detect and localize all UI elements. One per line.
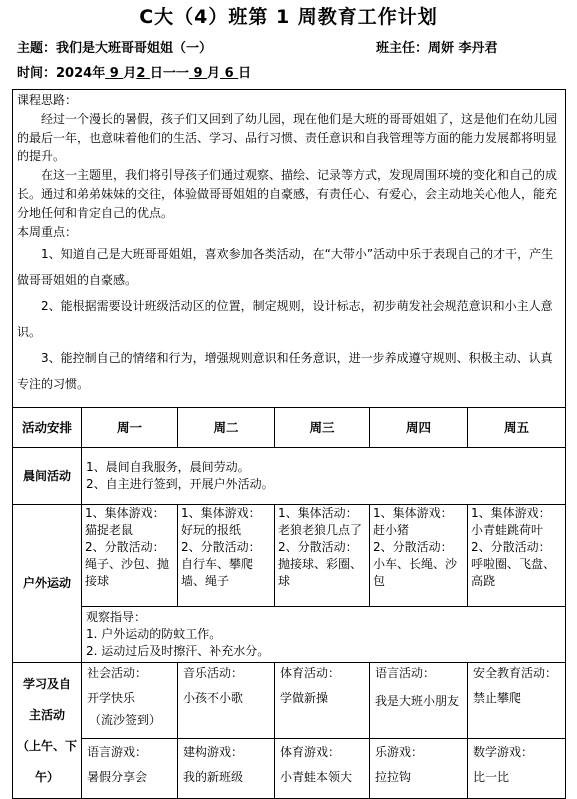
outdoor-thu: 1、集体游戏：赶小猪 2、分散活动：小车、长绳、沙包 <box>370 505 468 607</box>
header-thu: 周四 <box>370 408 468 448</box>
course-idea-p1: 经过一个漫长的暑假，孩子们又回到了幼儿园，现在他们是大班的哥哥姐姐了，这是他们在幼儿园的最后一年，也意味着他们的生活、学习、品行习惯、责任意识和自我管理等方面的能力发展都将明显的提升。 <box>17 111 558 164</box>
teacher-line <box>376 37 498 56</box>
course-idea-heading: 课程思路： <box>17 93 78 107</box>
learning-wed-am: 体育活动： 学做新操 <box>275 663 370 739</box>
learning-label: 学习及自 主活动 （上午、下 午） <box>13 663 82 799</box>
outdoor-mon: 1、集体游戏：猫捉老鼠 2、分散活动：绳子、沙包、抛接球 <box>82 505 178 607</box>
theme-label: 主题： <box>17 41 57 56</box>
morning-line-2: 2、自主进行签到，开展户外活动。 <box>86 477 274 491</box>
page-title: C大（4）班第 1 周教育工作计划 <box>139 6 438 28</box>
header-mon: 周一 <box>82 408 178 448</box>
theme-value: 我们是大班哥哥姐姐（一） <box>56 41 213 56</box>
learning-fri-am: 安全教育活动： 禁止攀爬 <box>468 663 566 739</box>
learning-mon-am: 社会活动： 开学快乐 （流沙签到） <box>82 663 178 739</box>
header-wed: 周三 <box>275 408 370 448</box>
end-day: 6 <box>224 66 234 81</box>
end-month: 9 <box>193 66 203 81</box>
learning-fri-pm: 数学游戏： 比一比 <box>468 739 566 799</box>
start-month: 9 <box>109 66 119 81</box>
focus-item-1: 1、知道自己是大班哥哥姐姐，喜欢参加各类活动，在“大带小”活动中乐于表现自己的才干，产生做哥哥姐姐的自豪感。 <box>17 247 554 288</box>
morning-line-1: 1、晨间自我服务，晨间劳动。 <box>86 460 250 474</box>
header-activity: 活动安排 <box>13 408 82 448</box>
outdoor-wed: 1、集体活动：老狼老狼几点了 2、分散活动：抛接球、彩圈、球 <box>275 505 370 607</box>
end-suffix: 日 <box>238 66 252 81</box>
learning-mon-pm: 语言游戏： 暑假分享会 <box>82 739 178 799</box>
teacher-names: 周妍 李丹君 <box>428 41 498 56</box>
outdoor-tue: 1、集体游戏：好玩的报纸 2、分散活动：自行车、攀爬墙、绳子 <box>178 505 275 607</box>
outdoor-fri: 1、集体游戏：小青蛙跳荷叶 2、分散活动：呼啦圈、飞盘、高跷 <box>468 505 566 607</box>
year: 2024 <box>56 66 93 81</box>
learning-wed-pm: 体育游戏： 小青蛙本领大 <box>275 739 370 799</box>
teacher-label: 班主任： <box>376 41 429 56</box>
start-suffix: 日一一 <box>149 66 189 81</box>
learning-thu-pm: 乐游戏： 拉拉钩 <box>370 739 468 799</box>
time-label: 时间： <box>17 66 57 81</box>
observation-2: 2. 运动过后及时擦汗、补充水分。 <box>86 644 270 658</box>
intro-cell <box>13 90 566 408</box>
focus-heading: 本周重点： <box>17 224 78 239</box>
morning-content <box>82 448 566 505</box>
outdoor-label: 户外运动 <box>13 505 82 663</box>
start-day: 2 <box>136 66 146 81</box>
time-line: 时间：2024年 9 月2 日一一 9 月 6 日 <box>17 66 252 81</box>
course-idea-p2: 在这一主题里，我们将引导孩子们通过观察、描绘、记录等方式，发现周围环境的变化和自己的成长。通过和弟弟妹妹的交往，体验做哥哥姐姐的自豪感，有责任心、有爱心，会主动地关心他人，能充分地任何和肯定自己的优点。 <box>17 168 558 220</box>
observation-1: 1. 户外运动的防蚊工作。 <box>86 627 222 641</box>
year-suffix: 年 <box>92 66 106 81</box>
morning-label: 晨间活动 <box>13 448 82 505</box>
theme-line <box>17 37 212 56</box>
learning-tue-pm: 建构游戏： 我的新班级 <box>178 739 275 799</box>
focus-item-3: 3、能控制自己的情绪和行为，增强规则意识和任务意识，进一步养成遵守规则、积极主动、认真专注的习惯。 <box>17 351 553 392</box>
observation-cell <box>82 607 566 663</box>
learning-tue-am: 音乐活动： 小孩不小歌 <box>178 663 275 739</box>
learning-thu-am: 语言活动： 我是大班小朋友 <box>370 663 468 739</box>
observation-title: 观察指导： <box>86 610 147 624</box>
focus-item-2: 2、能根据需要设计班级活动区的位置，制定规则，设计标志，初步萌发社会规范意识和小主人意识。 <box>17 299 553 340</box>
plan-table <box>12 89 566 799</box>
header-tue: 周二 <box>178 408 275 448</box>
header-fri: 周五 <box>468 408 566 448</box>
